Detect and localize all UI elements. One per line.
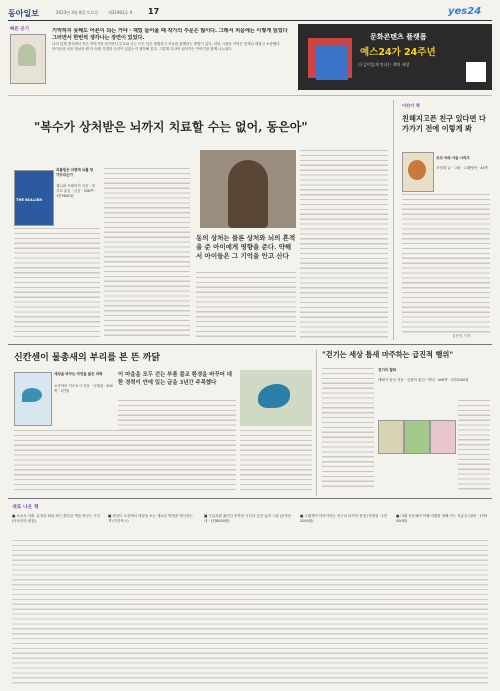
kingfisher-icon xyxy=(258,384,290,408)
nature-body xyxy=(14,430,236,490)
right-byline: 김은민 기자 xyxy=(452,334,471,338)
kids-book-meta: 조영재 글 · 그림 · 고래뱃속 · 44쪽 xyxy=(436,166,488,170)
right-body xyxy=(402,194,490,334)
nature-book-meta: 오쿠야마 가즈요시 지음 · 사계절 · 304쪽 · 2만원 xyxy=(54,384,113,393)
issue-date: 2023년 4월 8일 토요일 xyxy=(56,10,99,15)
kids-book-art xyxy=(408,160,426,180)
headline-walk: "걷기는 세상 틈새 마주하는 급진적 행위" xyxy=(322,350,454,359)
qr-code-icon xyxy=(466,62,486,82)
bully-book-cover-text: THE BULLIER xyxy=(16,198,42,202)
section-label: 빠른 공기 xyxy=(10,27,29,32)
sub-quote: 이 마을을 모두 걷는 부품 불교 환경을 바꾸어 대한 경력이 안에 있는 글을 3년간 주목했다 xyxy=(118,372,232,386)
yes24-ad xyxy=(298,24,492,90)
headline-main: "복수가 상처받은 뇌까지 치료할 수는 없어, 동은아" xyxy=(34,120,308,134)
ad-subtitle: 예스24가 24주년 xyxy=(360,47,436,58)
walk-body-left xyxy=(322,368,374,490)
masthead-rule xyxy=(8,20,492,21)
mid-divider xyxy=(8,344,492,345)
article-body-col4 xyxy=(300,150,388,338)
drama-photo-figure xyxy=(228,160,268,228)
walk-divider xyxy=(316,350,317,496)
top-lede xyxy=(52,28,290,92)
photo-body xyxy=(240,430,312,490)
issue-number: 제31903호 A xyxy=(108,10,133,15)
article-body-col1 xyxy=(14,228,100,338)
right-title: 친해지고픈 친구 있다면 다가가기 전에 이렇게 봐 xyxy=(402,114,486,133)
new-book-item-1: ■ 오소독 저출, 퓨전의 회복 최근 출간된 책을 만나는 시간 (아포리아 편집) xyxy=(12,514,100,523)
walk-book-cover-2 xyxy=(404,420,430,454)
pull-quote: 동의 상처는 물론 상처와 뇌의 흔적을 준 아이에게 영향을 준다. 약해서 아이들은 그 기억을 안고 산다 xyxy=(196,234,296,260)
bottom-divider xyxy=(8,498,492,499)
new-book-item-5: ■ 미래 공동체의 이해 미래를 향해 가는 지름길 (창비 · 1만5000원) xyxy=(396,514,488,523)
new-book-item-2: ■ 파인더 오감에서 세상을 보는 새로운 방법을 제시하는 책 (이음북스) xyxy=(108,514,193,523)
ad-book-stack-2 xyxy=(316,46,348,80)
new-book-item-3: ■ 구름처럼 흘러간 문학의 시간과 공간 글과 그림 (문학동네 · 1만8000원) xyxy=(204,514,292,523)
ad-title: 문화콘텐츠 플랫폼 xyxy=(370,33,427,41)
walk-book-cover-3 xyxy=(430,420,456,454)
new-books-body xyxy=(12,540,488,686)
bully-book-meta: 제니퍼 프레이저 지음 · 정지호 옮김 · 심심 · 336쪽 · 1만9800원 xyxy=(56,184,96,198)
new-book-item-4: ■ 그림책이 이야기하는 지구의 마지막 풍경 (사계절 · 2만2000원) xyxy=(300,514,387,523)
ad-caption: 더 깊이있게 만나는 책의 세상 xyxy=(358,62,410,67)
top-lede-p1: 기억하지 못해도 어른이 되는 거야 · 재밌 들어올 때 작가의 주문은 많이다. 그래서 처음에는 이렇게 읽었다 그러면서 한번씩 생각나는 장면이 있었다. xyxy=(52,28,288,41)
top-book-figure xyxy=(18,44,36,66)
walk-book-cover-1 xyxy=(378,420,404,454)
walk-body-right xyxy=(458,400,490,490)
top-lede-p2: 나의 한계 방식에서 작은 이야기를 넘기면서 부모와 사는 모든 일은 평범하고 서로를 함께하는 방법이 있다. 어린 시절의 기억은 언제나 새롭고 소중했다. xyxy=(52,42,281,46)
paper-name: 동아일보 xyxy=(8,8,39,18)
page-number: 17 xyxy=(148,7,160,16)
masthead xyxy=(8,6,492,20)
bully-book-title: 괴롭힘은 어떻게 뇌를 망가뜨리는가 xyxy=(56,168,94,177)
walk-book-title: 걷기의 철학 xyxy=(378,368,397,372)
new-books-label: 새로 나온 책 xyxy=(12,505,39,510)
nature-book-title: 세상을 바꾸는 자연을 닮은 과학 xyxy=(54,372,103,376)
right-column-divider xyxy=(393,100,394,340)
nature-book-bird xyxy=(22,388,42,402)
right-label: 어린이 책 xyxy=(402,103,420,108)
headline-nature: 신칸센이 물총새의 부리를 본 뜬 까닭 xyxy=(14,353,161,363)
top-lede-p3: 아이들과 처음 만났을 때 이 어떤 특별한 순간이 있었는지 생각해 본다. 그렇게 하나씩 넘어가는 이야기를 함께 나누었다. xyxy=(52,46,233,51)
nature-body-right xyxy=(118,400,236,430)
kids-book-title: 코코 씨와 사슴 시리즈 xyxy=(436,156,470,160)
article-body-col2 xyxy=(104,168,190,338)
top-divider xyxy=(8,95,492,96)
walk-book-meta: 레베카 솔닛 지음 · 김정아 옮김 · 반비 · 408쪽 · 2만2000원 xyxy=(378,378,469,382)
article-body-col3 xyxy=(196,272,296,338)
yes24-logo: yes24 xyxy=(448,6,482,17)
